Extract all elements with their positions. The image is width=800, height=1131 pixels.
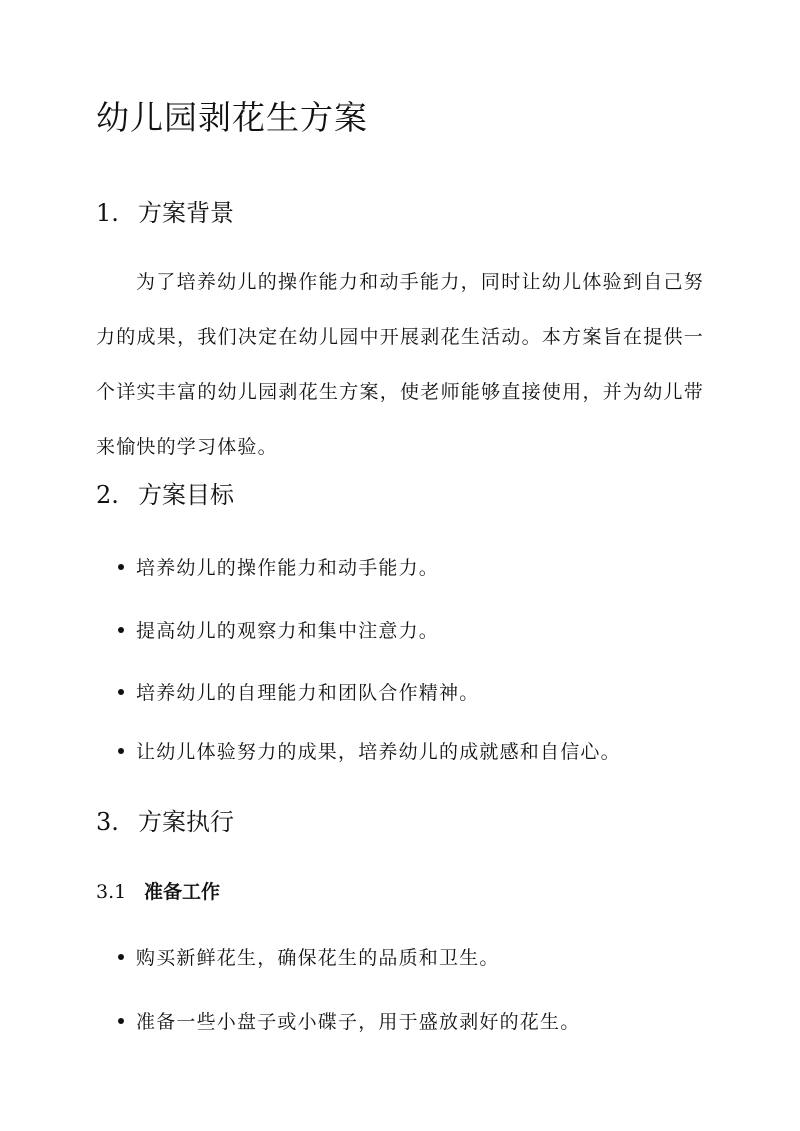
- bullet-icon: [118, 1018, 124, 1024]
- section-heading-execution: [96, 805, 234, 839]
- list-item-text: 让幼儿体验努力的成果，培养幼儿的成就感和自信心。: [136, 741, 621, 763]
- section-heading-background: [96, 196, 234, 230]
- section-title: 方案目标: [138, 481, 234, 509]
- bullet-icon: [118, 689, 124, 695]
- section-title: 方案背景: [138, 199, 234, 227]
- subsection-title: 准备工作: [144, 881, 221, 903]
- section-number: 1.: [96, 199, 119, 227]
- list-item-text: 培养幼儿的操作能力和动手能力。: [136, 557, 440, 579]
- list-item: [118, 944, 500, 972]
- list-item-text: 培养幼儿的自理能力和团队合作精神。: [136, 682, 480, 704]
- subsection-heading-preparation: [96, 878, 220, 906]
- section-heading-goals: [96, 478, 234, 512]
- bullet-icon: [118, 954, 124, 960]
- list-item: [118, 1008, 580, 1036]
- subsection-number: 3.1: [96, 881, 127, 903]
- list-item-text: 提高幼儿的观察力和集中注意力。: [136, 620, 440, 642]
- list-item: [118, 679, 479, 707]
- section-number: 2.: [96, 481, 119, 509]
- section-title: 方案执行: [138, 808, 234, 836]
- list-item: [118, 738, 621, 766]
- document-title: 幼儿园剥花生方案: [96, 98, 368, 137]
- list-item-text: 准备一些小盘子或小碟子，用于盛放剥好的花生。: [136, 1011, 581, 1033]
- list-item: [118, 617, 439, 645]
- list-item: [118, 554, 439, 582]
- bullet-icon: [118, 564, 124, 570]
- bullet-icon: [118, 627, 124, 633]
- bullet-icon: [118, 748, 124, 754]
- section-number: 3.: [96, 808, 119, 836]
- background-paragraph: 为了培养幼儿的操作能力和动手能力，同时让幼儿体验到自己努力的成果，我们决定在幼儿园中开展剥花生活动。本方案旨在提供一个详实丰富的幼儿园剥花生方案，使老师能够直接使用，并为幼儿带来愉快的学习体验。: [96, 271, 704, 458]
- list-item-text: 购买新鲜花生，确保花生的品质和卫生。: [136, 947, 500, 969]
